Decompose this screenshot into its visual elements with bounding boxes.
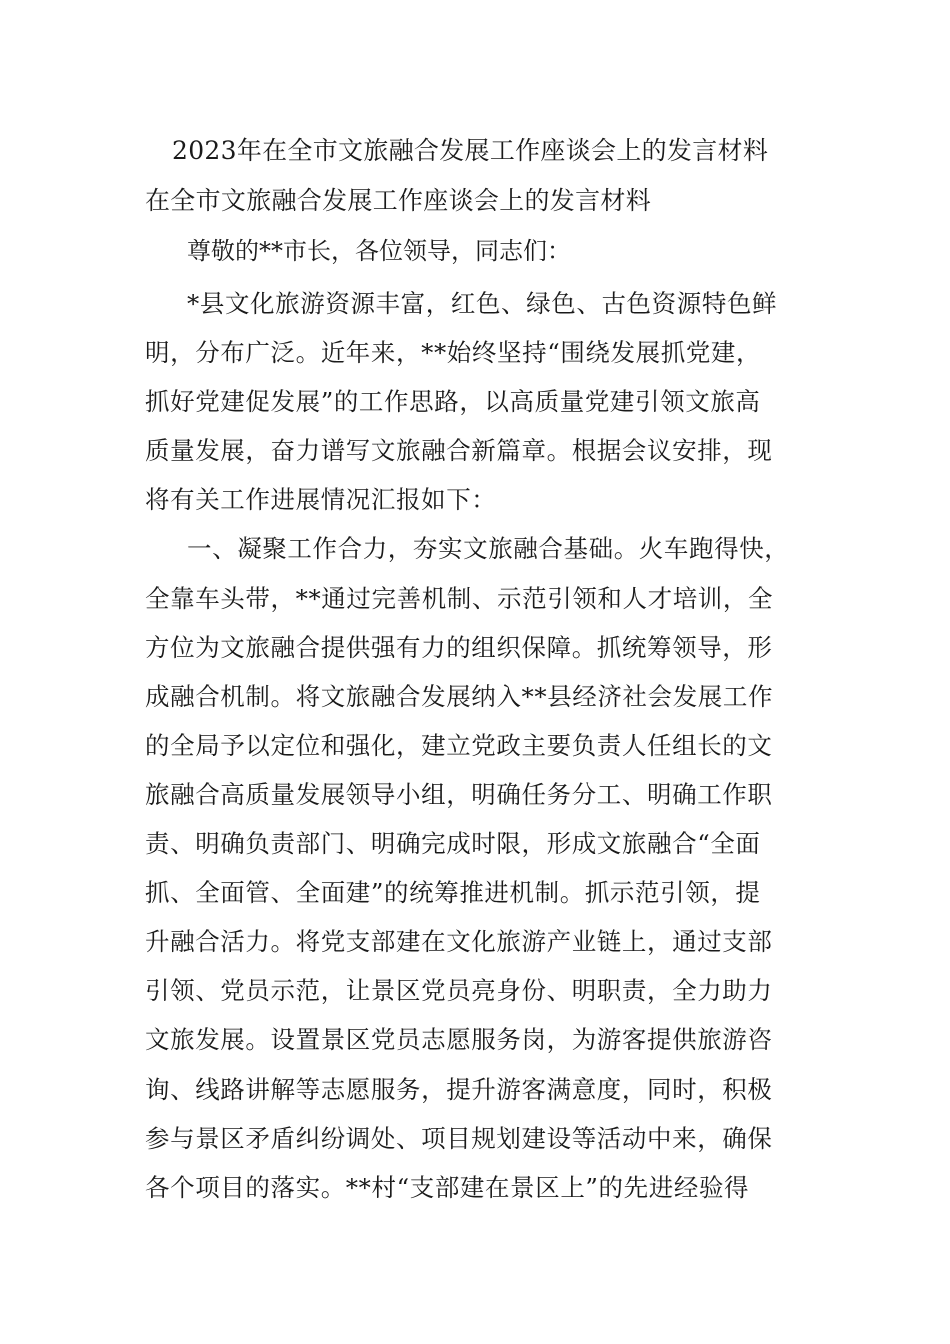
body-line: 方位为文旅融合提供强有力的组织保障。抓统筹领导，形 [145,632,773,662]
body-line: 责、明确负责部门、明确完成时限，形成文旅融合“全面 [145,829,761,859]
body-line: 将有关工作进展情况汇报如下： [145,485,497,515]
body-line: 引领、党员示范，让景区党员亮身份、明职责，全力助力 [145,976,773,1006]
body-line: *县文化旅游资源丰富，红色、绿色、古色资源特色鲜 [187,289,778,318]
body-line: 询、线路讲解等志愿服务，提升游客满意度，同时，积极 [145,1074,773,1104]
body-line: 明，分布广泛。近年来，**始终坚持“围绕发展抓党建， [145,338,762,368]
body-text [145,286,815,1219]
document-title: 2023年在全市文旅融合发展工作座谈会上的发言材料 [172,136,769,165]
body-line: 参与景区矛盾纠纷调处、项目规划建设等活动中来，确保 [145,1123,773,1153]
body-line: 抓、全面管、全面建”的统筹推进机制。抓示范引领，提 [145,878,761,908]
body-line: 升融合活力。将党支部建在文化旅游产业链上，通过支部 [145,927,773,957]
salutation: 尊敬的**市长，各位领导，同志们： [187,237,571,265]
body-line: 全靠车头带，**通过完善机制、示范引领和人才培训，全 [145,583,774,613]
body-line: 抓好党建促发展”的工作思路，以高质量党建引领文旅高 [145,387,761,417]
document-subtitle: 在全市文旅融合发展工作座谈会上的发言材料 [145,186,652,215]
body-line: 质量发展，奋力谱写文旅融合新篇章。根据会议安排，现 [145,436,773,466]
body-line: 的全局予以定位和强化，建立党政主要负责人任组长的文 [145,730,773,760]
body-line: 一、凝聚工作合力，夯实文旅融合基础。火车跑得快， [187,534,790,564]
body-line: 各个项目的落实。**村“支部建在景区上”的先进经验得 [145,1172,750,1202]
body-line: 成融合机制。将文旅融合发展纳入**县经济社会发展工作 [145,681,774,711]
body-line: 文旅发展。设置景区党员志愿服务岗，为游客提供旅游咨 [145,1025,773,1055]
body-line: 旅融合高质量发展领导小组，明确任务分工、明确工作职 [145,779,773,809]
